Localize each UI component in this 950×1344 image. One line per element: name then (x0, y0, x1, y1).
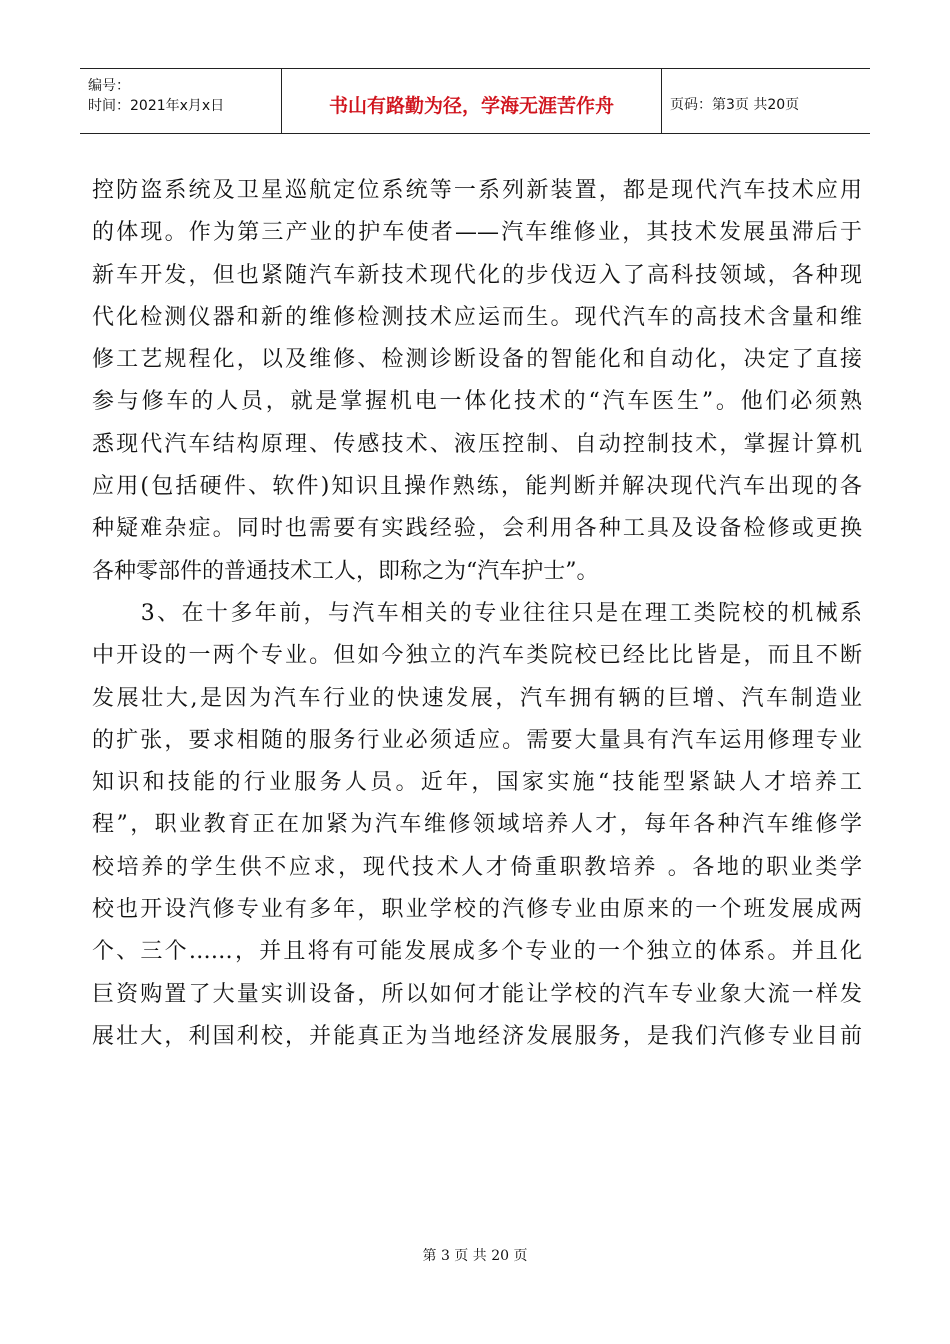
body-line: 知识和技能的行业服务人员。近年，国家实施“技能型紧缺人才培养工 (92, 770, 862, 796)
body-line: 修工艺规程化，以及维修、检测诊断设备的智能化和自动化，决定了直接 (92, 347, 862, 373)
body-line: 中开设的一两个专业。但如今独立的汽车类院校已经比比皆是，而且不断 (92, 643, 862, 669)
document-number-label: 编号： (88, 78, 130, 94)
body-line: 悉现代汽车结构原理、传感技术、液压控制、自动控制技术，掌握计算机 (92, 431, 862, 457)
header-motto-cell (282, 69, 662, 133)
header-motto: 书山有路勤为径，学海无涯苦作舟 (328, 95, 614, 117)
document-header (80, 68, 870, 134)
header-meta-cell (80, 69, 282, 133)
header-page-info: 页码：第3页 共20页 (670, 97, 800, 113)
body-line: 的扩张，要求相随的服务行业必须适应。需要大量具有汽车运用修理专业 (92, 727, 862, 753)
body-line: 发展壮大,是因为汽车行业的快速发展，汽车拥有辆的巨增、汽车制造业 (92, 685, 862, 711)
header-page-cell (662, 69, 870, 133)
body-line: 程”，职业教育正在加紧为汽车维修领域培养人才，每年各种汽车维修学 (92, 812, 862, 838)
body-line: 代化检测仪器和新的维修检测技术应运而生。现代汽车的高技术含量和维 (92, 304, 862, 330)
document-body (92, 170, 862, 1058)
body-line: 控防盗系统及卫星巡航定位系统等一系列新装置，都是现代汽车技术应用 (92, 178, 862, 203)
body-line: 新车开发，但也紧随汽车新技术现代化的步伐迈入了高科技领域，各种现 (92, 262, 862, 288)
body-line: 种疑难杂症。同时也需要有实践经验，会利用各种工具及设备检修或更换 (92, 516, 862, 542)
body-line: 3、在十多年前，与汽车相关的专业往往只是在理工类院校的机械系 (92, 600, 862, 626)
body-line: 校也开设汽修专业有多年，职业学校的汽修专业由原来的一个班发展成两 (92, 897, 862, 923)
body-line: 展壮大，利国利校，并能真正为当地经济发展服务，是我们汽修专业目前 (92, 1023, 862, 1049)
body-line: 校培养的学生供不应求，现代技术人才倚重职教培养 。各地的职业类学 (92, 854, 862, 880)
document-time-label: 时间：2021年x月x日 (88, 98, 225, 114)
body-line: 参与修车的人员，就是掌握机电一体化技术的“汽车医生”。他们必须熟 (92, 389, 862, 415)
page-footer: 第 3 页 共 20 页 (422, 1248, 528, 1264)
body-line: 巨资购置了大量实训设备，所以如何才能让学校的汽车专业象大流一样发 (92, 981, 862, 1007)
body-line: 个、三个……，并且将有可能发展成多个专业的一个独立的体系。并且化 (92, 939, 862, 965)
body-line: 各种零部件的普通技术工人，即称之为“汽车护士”。 (92, 558, 599, 584)
body-line: 的体现。作为第三产业的护车使者——汽车维修业，其技术发展虽滞后于 (92, 220, 862, 246)
body-line: 应用(包括硬件、软件)知识且操作熟练，能判断并解决现代汽车出现的各 (92, 474, 862, 500)
